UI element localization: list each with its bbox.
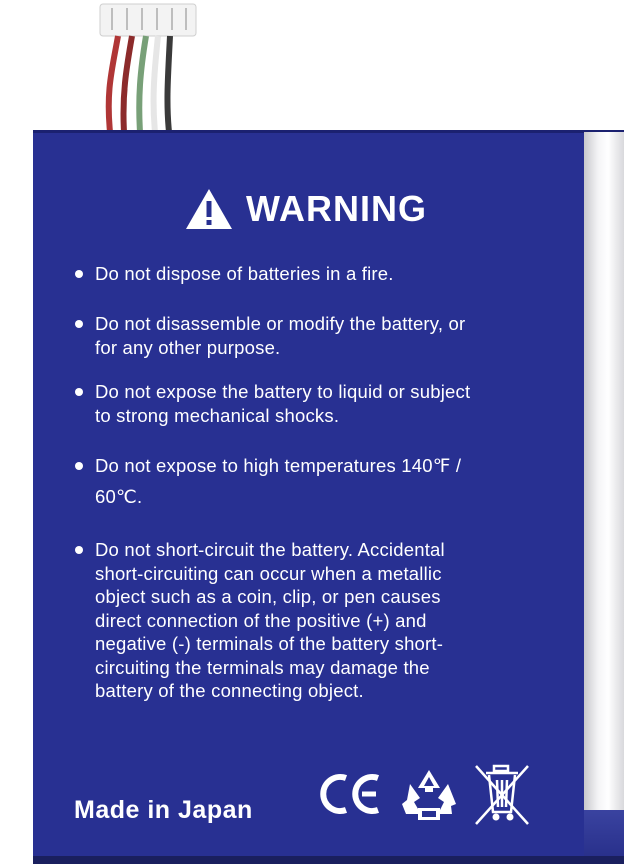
battery-wire-harness: [0, 0, 624, 140]
recycle-icon: [400, 768, 458, 822]
bullet-icon: [75, 320, 83, 328]
warning-item: [72, 454, 461, 508]
warning-item-line: 60℃.: [95, 485, 143, 507]
warning-item-line: Do not expose the battery to liquid or subject: [95, 381, 471, 402]
warning-item-line: direct connection of the positive (+) and: [95, 609, 427, 631]
ce-mark-icon: [318, 770, 384, 818]
warning-title: WARNING: [246, 188, 427, 229]
warning-item-line: short-circuiting can occur when a metallic: [95, 562, 442, 584]
bullet-icon: [75, 546, 83, 554]
warning-item-line: to strong mechanical shocks.: [95, 404, 340, 426]
warning-item: [72, 312, 465, 359]
bullet-icon: [75, 388, 83, 396]
label-top-edge: [33, 130, 624, 133]
warning-item-line: Do not expose to high temperatures 140℉ /: [95, 455, 462, 476]
warning-item: [72, 262, 394, 286]
weee-crossed-bin-icon: [472, 762, 534, 828]
bullet-icon: [75, 270, 83, 278]
warning-item-line: negative (-) terminals of the battery short-: [95, 633, 444, 654]
warning-item-line: Do not dispose of batteries in a fire.: [95, 263, 394, 284]
warning-triangle-icon: [184, 187, 234, 231]
warning-item-line: battery of the connecting object.: [95, 680, 364, 701]
label-bottom-edge: [33, 856, 624, 864]
warning-item-line: object such as a coin, clip, or pen causes: [95, 586, 441, 607]
bullet-icon: [75, 462, 83, 470]
warning-item-line: Do not disassemble or modify the battery, or: [95, 313, 466, 334]
warning-item-line: for any other purpose.: [95, 336, 281, 358]
warning-item-line: Do not short-circuit the battery. Accidental: [95, 539, 445, 560]
battery-side-edge: [584, 132, 624, 864]
made-in-text: Made in Japan: [74, 796, 253, 824]
warning-heading: [184, 184, 427, 234]
warning-item-line: circuiting the terminals may damage the: [95, 656, 430, 678]
connector-plug: [100, 4, 196, 36]
warning-item: [72, 380, 470, 427]
warning-item: [72, 538, 445, 703]
